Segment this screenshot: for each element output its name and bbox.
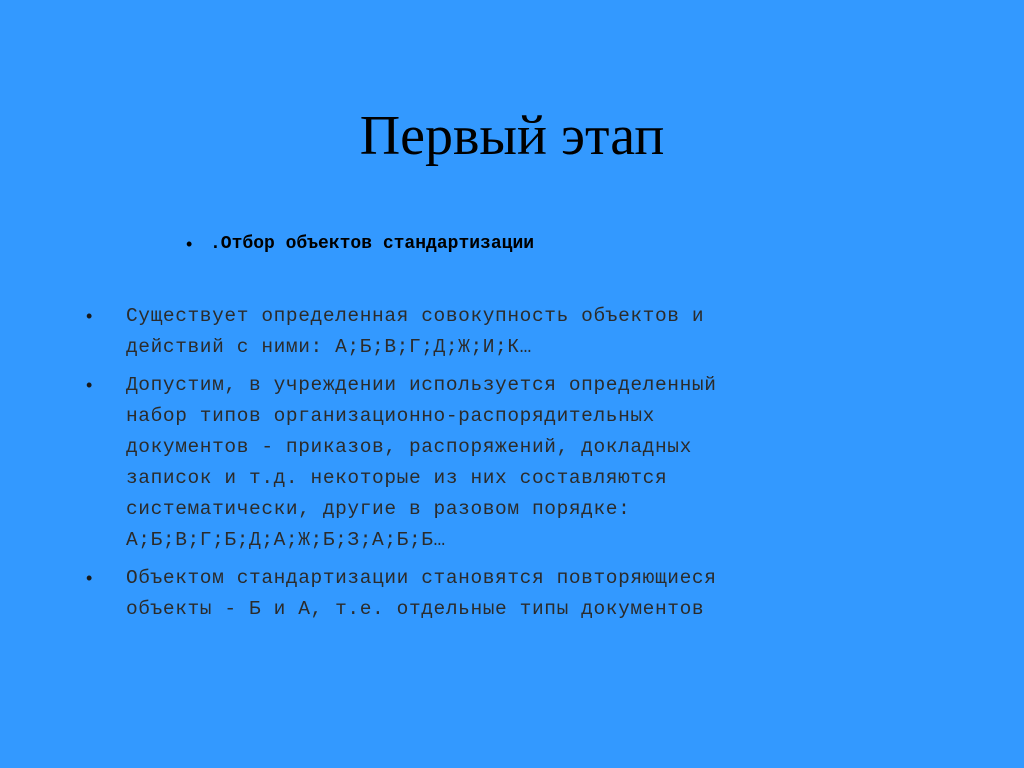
subtitle-text: .Отбор объектов стандартизации bbox=[210, 234, 535, 254]
bullet-dot-icon: • bbox=[86, 306, 93, 326]
slide-title: Первый этап bbox=[359, 105, 665, 167]
bullet-list bbox=[86, 301, 986, 632]
bullet-dot-icon: • bbox=[186, 234, 193, 254]
bullet-item bbox=[86, 301, 986, 363]
bullet-text: Объектом стандартизации становятся повторяющиеся объекты - Б и А, т.е. отдельные типы документов bbox=[126, 567, 717, 620]
bullet-text: Допустим, в учреждении используется определенный набор типов организационно-распорядительных документов - приказов, распоряжений, докладных записок и т.д. некоторые из них составляются систематически, другие в разовом порядке: А;Б;В;Г;Б;Д;А;Ж;Б;З;А;Б;Б… bbox=[126, 374, 717, 551]
bullet-dot-icon: • bbox=[86, 568, 93, 588]
bullet-dot-icon: • bbox=[86, 375, 93, 395]
bullet-text: Существует определенная совокупность объектов и действий с ними: А;Б;В;Г;Д;Ж;И;К… bbox=[126, 305, 705, 358]
bullet-item bbox=[86, 370, 986, 556]
bullet-item bbox=[86, 563, 986, 625]
